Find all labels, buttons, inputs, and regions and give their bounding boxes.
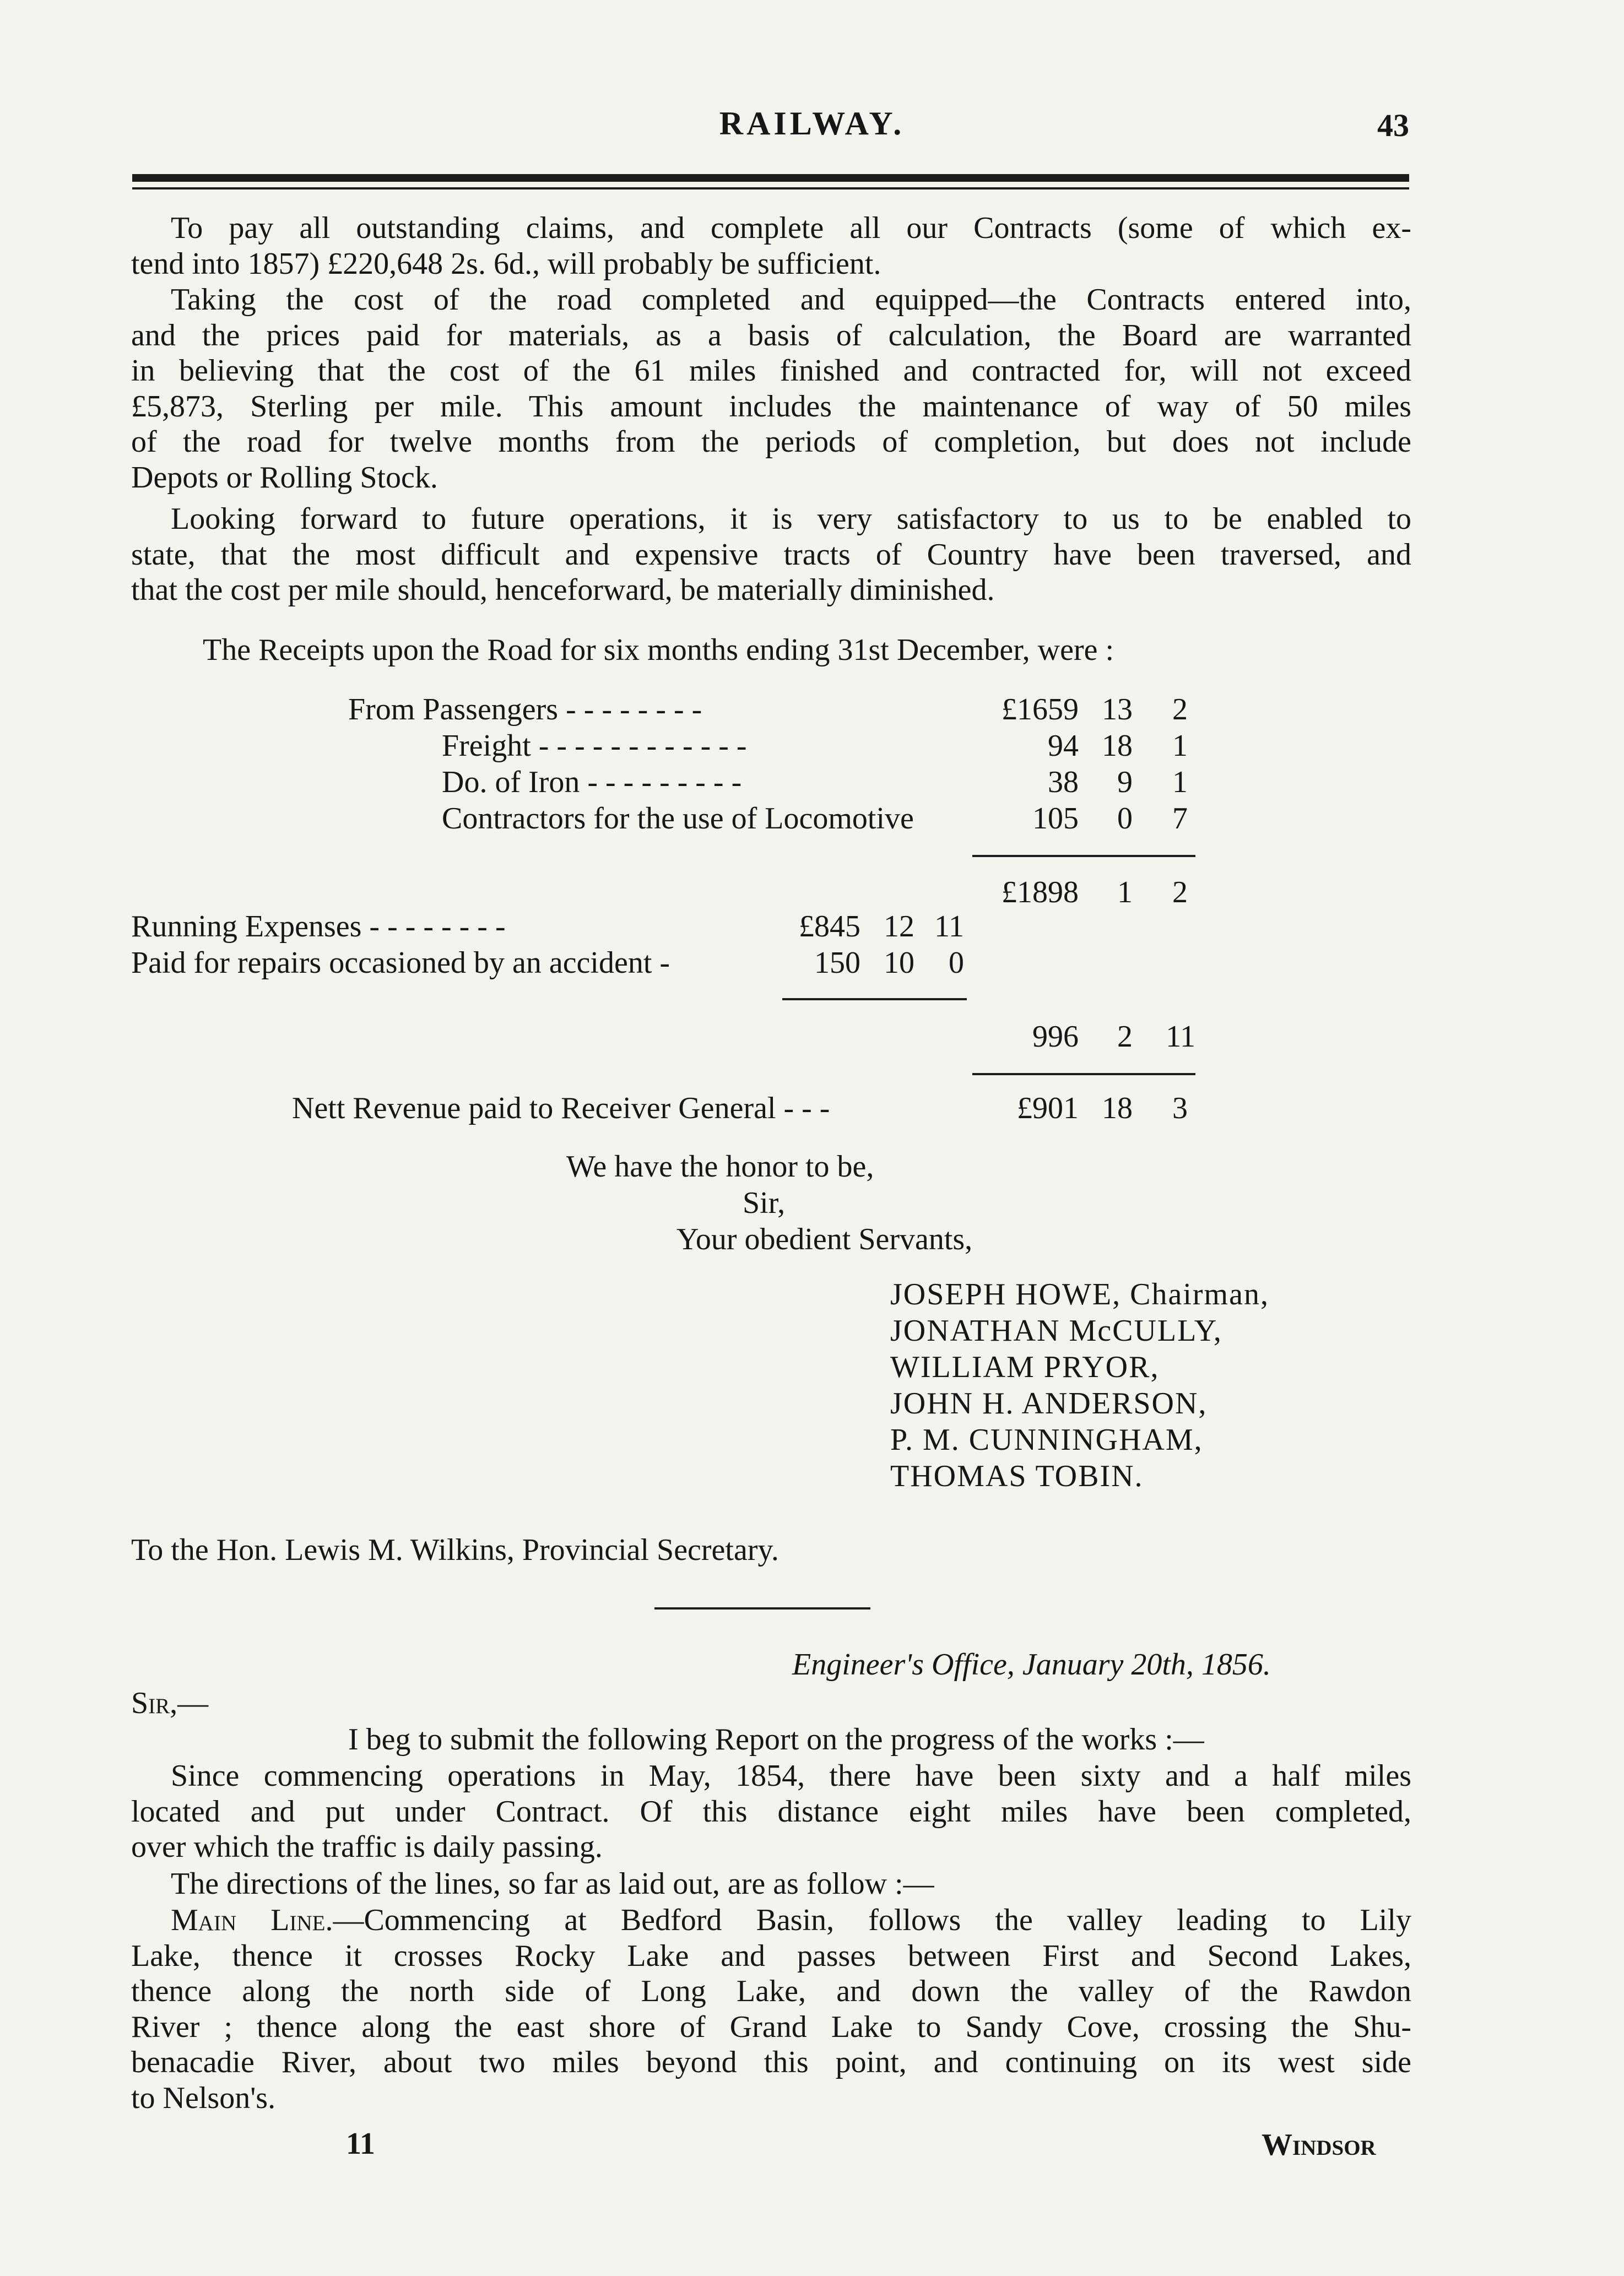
text-line: located and put under Contract. Of this distance eight miles have been completed, bbox=[131, 1794, 1411, 1829]
signatory: JOHN H. ANDERSON, bbox=[890, 1386, 1208, 1421]
receipt-shillings: 0 bbox=[1117, 801, 1133, 836]
receipt-pounds: 94 bbox=[1048, 729, 1079, 763]
expense-label: Paid for repairs occasioned by an accident - bbox=[131, 946, 670, 980]
text-line: £5,873, Sterling per mile. This amount includes the maintenance of way of 50 miles bbox=[131, 389, 1411, 424]
text-line: Depots or Rolling Stock. bbox=[131, 460, 438, 495]
nett-pounds: £901 bbox=[1017, 1091, 1079, 1125]
section-divider bbox=[654, 1607, 870, 1610]
expense-shillings: 10 bbox=[884, 946, 914, 980]
text-line: Taking the cost of the road completed and equipped—the Contracts entered into, bbox=[171, 283, 1411, 317]
nett-rule bbox=[972, 1073, 1195, 1075]
receipt-pounds: 38 bbox=[1048, 765, 1079, 799]
receipt-pence: 2 bbox=[1172, 692, 1188, 727]
header-rule-thick bbox=[132, 174, 1409, 182]
letter-opening: I beg to submit the following Report on the progress of the works :— bbox=[348, 1722, 1204, 1757]
expense-pounds: 150 bbox=[814, 946, 860, 980]
receipts-total-shillings: 1 bbox=[1117, 875, 1133, 909]
paragraph-outstanding-claims bbox=[131, 210, 1411, 281]
main-line-text: —Commencing at Bedford Basin, follows the valley leading to Lily bbox=[333, 1903, 1411, 1937]
text-line: to Nelson's. bbox=[131, 2080, 276, 2115]
nett-label: Nett Revenue paid to Receiver General - - - bbox=[292, 1091, 830, 1125]
text-line: of the road for twelve months from the periods of completion, but does not include bbox=[131, 425, 1411, 459]
receipts-total-pounds: £1898 bbox=[1002, 875, 1079, 909]
text-line: that the cost per mile should, henceforward, be materially diminished. bbox=[131, 573, 995, 607]
signature-mark: 11 bbox=[346, 2127, 375, 2161]
receipts-total-pence: 2 bbox=[1172, 875, 1188, 909]
receipt-pounds: £1659 bbox=[1002, 692, 1079, 727]
paragraph-future-operations bbox=[131, 501, 1411, 608]
text-line bbox=[131, 1903, 1411, 1938]
receipt-pence: 7 bbox=[1172, 801, 1188, 836]
paragraph-cost-per-mile bbox=[131, 282, 1411, 495]
closing-line: We have the honor to be, bbox=[566, 1150, 874, 1184]
nett-shillings: 18 bbox=[1102, 1091, 1133, 1125]
salutation: Sir,— bbox=[131, 1686, 209, 1720]
signatory: P. M. CUNNINGHAM, bbox=[890, 1423, 1203, 1457]
text-line: Lake, thence it crosses Rocky Lake and passes between First and Second Lakes, bbox=[131, 1938, 1411, 1973]
receipt-label: From Passengers - - - - - - - - bbox=[348, 692, 702, 727]
expense-pence: 11 bbox=[934, 909, 964, 944]
text-line: and the prices paid for materials, as a basis of calculation, the Board are warranted bbox=[131, 318, 1411, 353]
header-rule-thin bbox=[132, 187, 1409, 189]
running-head: RAILWAY. bbox=[719, 105, 905, 142]
receipt-pence: 1 bbox=[1172, 765, 1188, 799]
text-line: Since commencing operations in May, 1854, there have been sixty and a half miles bbox=[171, 1759, 1411, 1793]
text-line: in believing that the cost of the 61 miles finished and contracted for, will not exceed bbox=[131, 354, 1411, 388]
signatory: JONATHAN McCULLY, bbox=[890, 1314, 1222, 1348]
text-line: over which the traffic is daily passing. bbox=[131, 1830, 603, 1864]
receipt-label: Contractors for the use of Locomotive bbox=[442, 801, 914, 836]
expense-rule bbox=[782, 998, 967, 1000]
expenses-total-shillings: 2 bbox=[1117, 1020, 1133, 1054]
text-line: Looking forward to future operations, it is very satisfactory to us to be enabled to bbox=[171, 502, 1411, 536]
receipt-label: Freight - - - - - - - - - - - - bbox=[442, 729, 747, 763]
signatory: WILLIAM PRYOR, bbox=[890, 1350, 1160, 1384]
closing-line: Your obedient Servants, bbox=[676, 1222, 973, 1256]
receipt-shillings: 13 bbox=[1102, 692, 1133, 727]
expense-shillings: 12 bbox=[884, 909, 914, 944]
text-line: To pay all outstanding claims, and complete all our Contracts (some of which ex- bbox=[171, 211, 1411, 245]
text-line: benacadie River, about two miles beyond this point, and continuing on its west side bbox=[131, 2045, 1411, 2079]
dateline: Engineer's Office, January 20th, 1856. bbox=[792, 1648, 1271, 1682]
closing-line: Sir, bbox=[743, 1186, 786, 1220]
expense-label: Running Expenses - - - - - - - - bbox=[131, 909, 506, 944]
expenses-total-pence: 11 bbox=[1166, 1020, 1195, 1054]
signatory: JOSEPH HOWE, Chairman, bbox=[890, 1277, 1269, 1312]
receipt-shillings: 18 bbox=[1102, 729, 1133, 763]
text-line: tend into 1857) £220,648 2s. 6d., will probably be sufficient. bbox=[131, 246, 881, 281]
main-line-label: Main Line. bbox=[171, 1903, 333, 1937]
receipt-label: Do. of Iron - - - - - - - - - bbox=[442, 765, 742, 799]
catchword: Windsor bbox=[1262, 2128, 1376, 2162]
expense-pounds: £845 bbox=[799, 909, 860, 944]
nett-pence: 3 bbox=[1172, 1091, 1188, 1125]
receipt-pence: 1 bbox=[1172, 729, 1188, 763]
paragraph-main-line bbox=[131, 1903, 1411, 2116]
text-line: state, that the most difficult and expensive tracts of Country have been traversed, and bbox=[131, 537, 1411, 572]
receipt-pounds: 105 bbox=[1032, 801, 1079, 836]
expenses-total-pounds: 996 bbox=[1032, 1020, 1079, 1054]
page-number: 43 bbox=[1377, 107, 1409, 143]
expense-pence: 0 bbox=[949, 946, 964, 980]
signatory: THOMAS TOBIN. bbox=[890, 1459, 1144, 1493]
directions-intro: The directions of the lines, so far as laid out, are as follow :— bbox=[171, 1867, 934, 1901]
paragraph-operations bbox=[131, 1758, 1411, 1865]
addressee: To the Hon. Lewis M. Wilkins, Provincial Secretary. bbox=[131, 1533, 779, 1567]
receipts-intro: The Receipts upon the Road for six months ending 31st December, were : bbox=[203, 633, 1114, 667]
text-line: River ; thence along the east shore of Grand Lake to Sandy Cove, crossing the Shu- bbox=[131, 2009, 1411, 2044]
total-rule bbox=[972, 855, 1195, 857]
receipt-shillings: 9 bbox=[1117, 765, 1133, 799]
text-line: thence along the north side of Long Lake, and down the valley of the Rawdon bbox=[131, 1974, 1411, 2008]
